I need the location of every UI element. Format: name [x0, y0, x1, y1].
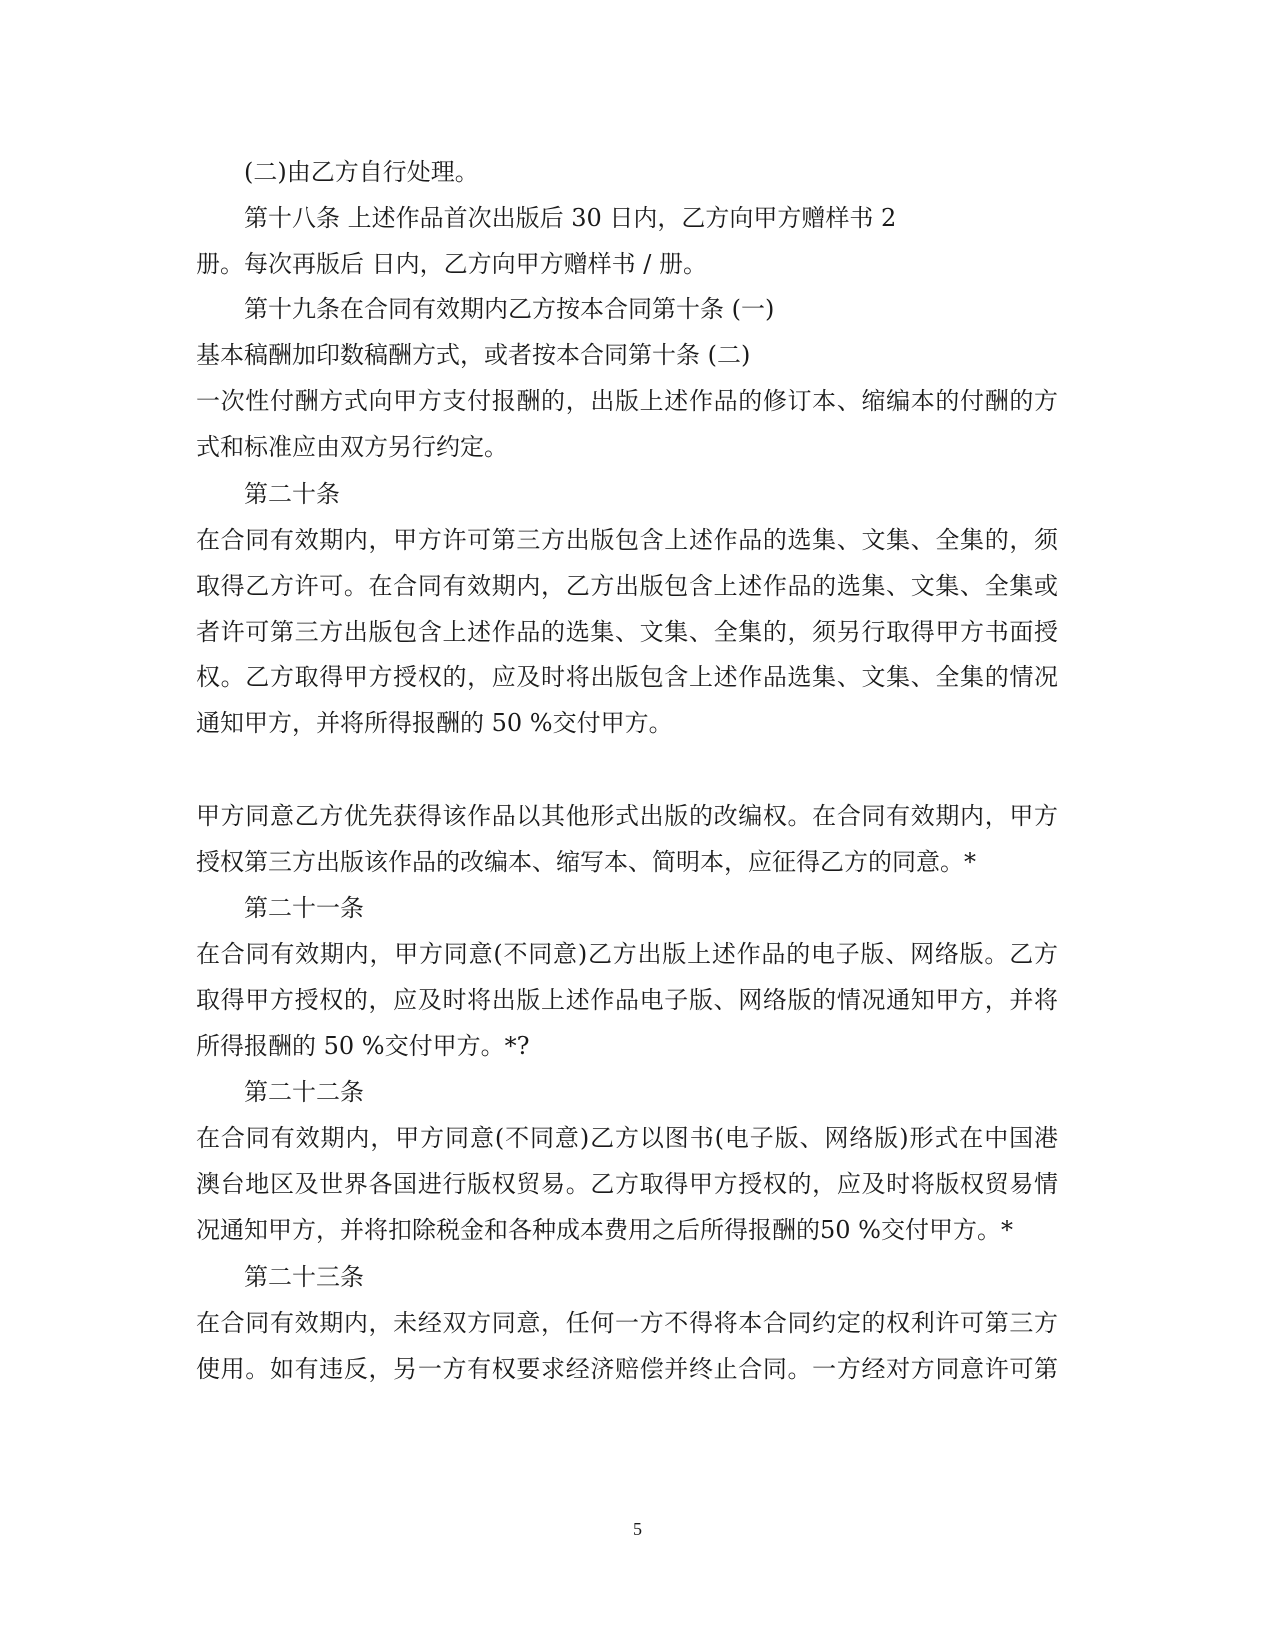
- text-line: 甲方同意乙方优先获得该作品以其他形式出版的改编权。在合同有效期内，甲方: [196, 802, 1058, 830]
- text-line: 取得乙方许可。在合同有效期内，乙方出版包含上述作品的选集、文集、全集或: [196, 572, 1058, 600]
- text-line: 者许可第三方出版包含上述作品的选集、文集、全集的，须另行取得甲方书面授: [196, 618, 1058, 646]
- section-heading: 第二十二条: [244, 1078, 364, 1106]
- text-line: 在合同有效期内，未经双方同意，任何一方不得将本合同约定的权利许可第三方: [196, 1309, 1058, 1337]
- text-line: 式和标准应由双方另行约定。: [196, 433, 508, 461]
- text-line: 授权第三方出版该作品的改编本、缩写本、简明本，应征得乙方的同意。*: [196, 848, 976, 876]
- page-number: 5: [633, 1519, 642, 1539]
- text-line: 第十九条在合同有效期内乙方按本合同第十条 (一): [244, 295, 775, 323]
- text-line: 基本稿酬加印数稿酬方式，或者按本合同第十条 (二): [196, 341, 751, 369]
- section-heading: 第二十条: [244, 480, 340, 508]
- text-line: 澳台地区及世界各国进行版权贸易。乙方取得甲方授权的，应及时将版权贸易情: [196, 1170, 1058, 1198]
- text-line: 在合同有效期内，甲方许可第三方出版包含上述作品的选集、文集、全集的，须: [196, 526, 1058, 554]
- text-line: 通知甲方，并将所得报酬的 50 %交付甲方。: [196, 709, 673, 737]
- text-line: 在合同有效期内，甲方同意(不同意)乙方以图书(电子版、网络版)形式在中国港: [196, 1124, 1058, 1152]
- text-line: 第十八条 上述作品首次出版后 30 日内，乙方向甲方赠样书 2: [244, 204, 897, 232]
- text-line: 权。乙方取得甲方授权的，应及时将出版包含上述作品选集、文集、全集的情况: [196, 663, 1058, 691]
- text-line: 册。每次再版后 日内，乙方向甲方赠样书 / 册。: [196, 250, 707, 278]
- text-line: 一次性付酬方式向甲方支付报酬的，出版上述作品的修订本、缩编本的付酬的方: [196, 387, 1058, 415]
- text-line: 取得甲方授权的，应及时将出版上述作品电子版、网络版的情况通知甲方，并将: [196, 986, 1058, 1014]
- text-line: 在合同有效期内，甲方同意(不同意)乙方出版上述作品的电子版、网络版。乙方: [196, 940, 1058, 968]
- section-heading: 第二十三条: [244, 1263, 364, 1291]
- text-line: (二)由乙方自行处理。: [244, 158, 479, 186]
- text-line: 使用。如有违反，另一方有权要求经济赔偿并终止合同。一方经对方同意许可第: [196, 1355, 1058, 1383]
- text-line: 况通知甲方，并将扣除税金和各种成本费用之后所得报酬的50 %交付甲方。*: [196, 1216, 1013, 1244]
- section-heading: 第二十一条: [244, 894, 364, 922]
- text-line: 所得报酬的 50 %交付甲方。*?: [196, 1032, 530, 1060]
